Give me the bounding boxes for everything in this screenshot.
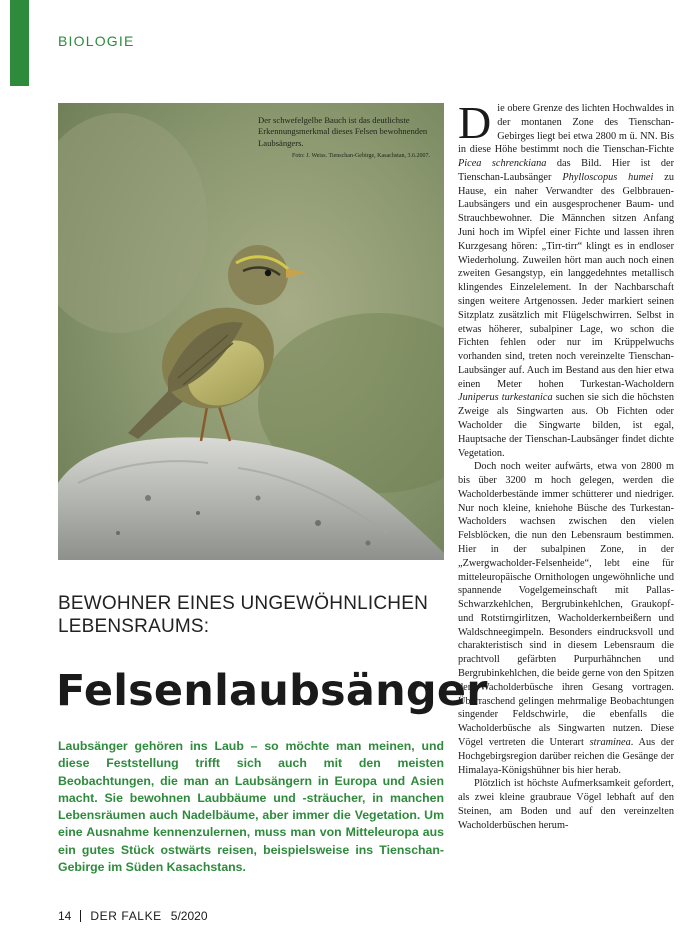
paragraph-text: suchen sie sich die höchsten Zweige als Singwarten aus. Ob Fichten oder Wacholder die Singwarte bilden, ist egal, Hauptsache der Tienschan-Laubsänger findet dichte Vegetation. [458,392,674,459]
caption-text: Der schwefelgelbe Bauch ist das deutlichste Erkennungsmerkmal dieses Felsen bewohnenden Laubsängers. [258,115,428,148]
species-name: Picea schrenckiana [458,158,547,170]
species-name: Phylloscopus humei [562,171,654,183]
bird-illustration [58,103,444,560]
article-title: Felsenlaubsänger [56,666,488,716]
paragraph-2 [458,460,674,777]
article-lead: Laubsänger gehören ins Laub – so möchte man meinen, und diese Feststellung trifft sich auch mit den meisten Beobachtungen, die man an Laubsängern in Europa und Asien macht. Sie bewohnen Laubbäume und -sträucher, in manchen Lebensräumen auch Nadelbäume, aber immer die Vegetation. Um eine Ausnahme kennenzulernen, muss man von Mitteleuropa aus ein gutes Stück ostwärts reisen, beispielsweise ins Tienschan-Gebirge im Süden Kasachstans. [58,739,444,875]
page-footer [58,909,208,923]
species-name: Juniperus turkestanica [458,392,553,404]
paragraph-text: Doch noch weiter aufwärts, etwa von 2800 m bis über 3200 m hoch gelegen, werden die Wacholderbestände immer schütterer und niedriger. Nur noch kleine, kniehohe Büsche des Turkestan-Wacholders wachsen zwischen den vielen Felsblöcken, die nun den Lebensraum bestimmen. Hier in der subalpinen Zone, in der „Zwergwacholder-Felsenheide“, lebt eine für mitteleuropäische Ornithologen ungewöhnliche und spannende Vogelgemeinschaft mit Pallas-Schwarzkehlchen, Bergrubinkehlchen, Graukopf- und Rotstirngirlitzen, Wacholderkernbeißern und Waldschneegimpeln. Besonders eindrucksvoll und charakteristisch sind in diesem Lebensraum die prachtvoll gefärbten Purpurhähnchen und Bergrubinkehlchen, die beide gerne von den Spitzen der Wacholderbüsche ihren Gesang vortragen. Überraschend gelingen mehrmalige Beobachtungen singender Feldschwirle, die ebenfalls die Wacholderbüsche als Singwarten nutzen. Diese Vögel vertreten die Unterart [458,461,674,748]
magazine-name: DER FALKE [90,909,162,923]
paragraph-text: ie obere Grenze des lichten Hochwaldes in der montanen Zone des Tienschan-Gebirges liegt bei etwa 2800 m ü. NN. Bis in diese Höhe bestimmt noch die Tienschan-Fichte [458,103,674,156]
issue-number: 5/2020 [170,909,208,923]
section-label: BIOLOGIE [58,33,135,49]
paragraph-text: das Bild. Hier ist der Tienschan-Laubsänger [458,158,674,183]
subspecies-name: straminea [589,736,631,748]
drop-cap: D [458,97,492,148]
bird-photo [58,103,444,560]
article-body [458,97,674,832]
paragraph-3: Plötzlich ist höchste Aufmerksamkeit gefordert, als zwei kleine graubraue Vögel lebhaft auf den Steinen, am Boden und auf den vereinzelten Wacholderbüschen herum- [458,778,674,831]
paragraph-1 [458,97,674,460]
footer-divider [80,910,81,922]
photo-credit: Foto: J. Weiss. Tienschan-Gebirge, Kasachstan, 3.6.2007. [292,152,430,159]
paragraph-text: zu Hause, ein naher Verwandter des Gelbbrauen-Laubsängers und ein ausgesprochener Baum- und Strauchbewohner. Die Männchen sitzen Anfang Juni hoch im Wipfel einer Fichte und lassen ihren Kurzgesang hören: „Tirr-tirr“ klingt es in endloser Wiederholung. Zuweilen hört man auch noch einen zweiten Gesangstyp, ein langgedehntes metallisch klingendes Einzelelement. In der Nachbarschaft singen weitere Artgenossen. Jeder markiert seinen Sitzplatz zusätzlich mit Flügelschwirren. Selbst in etwas höherer, subalpiner Lage, wo schon die Fichten fehlen oder nur im Krüppelwuchs vorhanden sind, treten noch vereinzelte Tienschan-Laubsänger auf. Auch im Bestand aus den hier etwa einen Meter hohen Turkestan-Wacholdern [458,171,674,390]
section-color-bar [10,0,29,86]
photo-caption [258,115,430,161]
article-subtitle: BEWOHNER EINES UNGEWÖHNLICHEN LEBENSRAUMS: [58,593,429,637]
page-number: 14 [58,909,72,923]
paragraph-text: . Aus der Hochgebirgsregion darüber reichen die Gesänge der Himalaya-Königshühner bis hier herab. [458,736,674,776]
